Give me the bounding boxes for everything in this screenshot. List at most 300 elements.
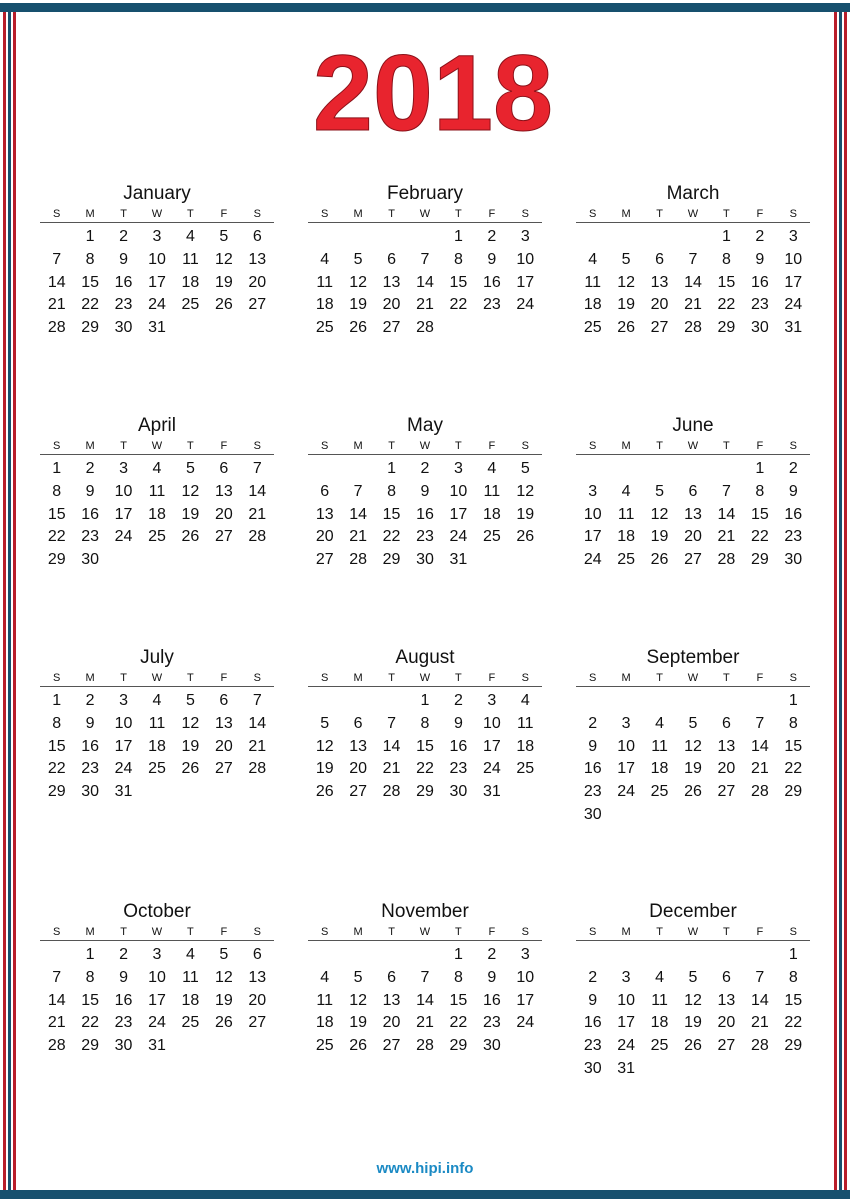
day-cell: 17 (114, 505, 133, 523)
day-cell: 25 (650, 1037, 669, 1055)
day-cell: 12 (650, 505, 669, 523)
day-cell: 15 (81, 273, 100, 291)
header-divider (576, 940, 810, 941)
weekday-header: S (253, 440, 261, 452)
weekday-header: S (589, 208, 597, 220)
day-cell: 25 (181, 296, 200, 314)
day-grid (40, 944, 274, 1058)
day-cell: 5 (219, 946, 229, 963)
day-cell: 9 (453, 714, 463, 732)
day-cell: 29 (47, 551, 66, 569)
day-cell: 2 (119, 946, 129, 963)
day-cell: 28 (47, 1037, 66, 1055)
day-grid (576, 458, 810, 572)
day-cell: 18 (516, 737, 535, 755)
day-cell: 17 (482, 737, 501, 755)
day-cell: 1 (85, 228, 95, 245)
day-cell: 6 (353, 714, 363, 732)
weekday-header-row (40, 670, 274, 686)
day-cell: 27 (382, 319, 401, 337)
month-april (40, 414, 274, 572)
weekday-header: T (187, 926, 194, 938)
weekday-header: T (723, 672, 730, 684)
month-name: April (137, 415, 176, 436)
day-cell: 21 (416, 296, 434, 314)
day-cell: 8 (755, 482, 765, 500)
day-cell: 21 (717, 528, 736, 546)
day-cell: 9 (119, 250, 129, 268)
day-cell: 24 (617, 783, 636, 801)
weekday-header: T (455, 440, 462, 452)
weekday-header: F (488, 672, 496, 684)
day-cell: 28 (684, 319, 702, 337)
day-cell: 22 (449, 1014, 468, 1032)
weekday-header: M (621, 440, 631, 452)
weekday-header: W (687, 672, 699, 684)
day-cell: 18 (315, 296, 334, 314)
day-cell: 16 (750, 273, 769, 291)
weekday-header: F (756, 672, 764, 684)
day-cell: 29 (449, 1037, 468, 1055)
day-cell: 19 (617, 296, 636, 314)
day-cell: 1 (721, 228, 731, 245)
day-cell: 31 (617, 1059, 636, 1077)
weekday-header: S (253, 672, 261, 684)
day-cell: 16 (449, 737, 468, 755)
weekday-header: S (789, 208, 797, 220)
day-cell: 26 (617, 319, 636, 337)
day-cell: 30 (583, 805, 602, 823)
day-cell: 26 (214, 1014, 233, 1032)
weekday-header: T (120, 440, 127, 452)
month-july (40, 646, 274, 804)
day-cell: 23 (449, 760, 468, 778)
day-cell: 27 (684, 551, 702, 569)
day-cell: 5 (688, 714, 698, 732)
day-cell: 26 (315, 783, 334, 801)
day-cell: 4 (588, 250, 598, 268)
day-cell: 22 (382, 528, 401, 546)
day-cell: 13 (717, 991, 736, 1009)
day-cell: 28 (717, 551, 736, 569)
day-cell: 14 (750, 991, 769, 1009)
day-cell: 8 (85, 968, 95, 986)
weekday-header: M (621, 926, 631, 938)
day-cell: 4 (655, 714, 665, 732)
day-grid (576, 226, 810, 340)
weekday-header: T (187, 208, 194, 220)
day-cell: 2 (85, 692, 95, 709)
day-cell: 18 (315, 1014, 334, 1032)
day-cell: 17 (449, 505, 468, 523)
day-cell: 5 (520, 460, 530, 477)
day-cell: 12 (214, 968, 233, 986)
day-cell: 31 (449, 551, 468, 569)
day-cell: 12 (684, 991, 702, 1009)
day-cell: 4 (152, 692, 162, 709)
day-cell: 4 (320, 968, 330, 986)
day-cell: 5 (353, 250, 363, 268)
day-cell: 22 (449, 296, 468, 314)
day-cell: 2 (453, 692, 463, 709)
day-cell: 24 (583, 551, 602, 569)
day-cell: 26 (684, 1037, 702, 1055)
day-cell: 27 (214, 760, 233, 778)
header-divider (308, 940, 542, 941)
day-cell: 30 (449, 783, 468, 801)
day-cell: 13 (349, 737, 368, 755)
day-cell: 10 (784, 250, 803, 268)
day-cell: 26 (684, 783, 702, 801)
day-cell: 5 (185, 692, 195, 709)
day-cell: 1 (788, 692, 798, 709)
header-divider (40, 940, 274, 941)
day-cell: 19 (181, 737, 200, 755)
day-cell: 27 (349, 783, 368, 801)
day-cell: 13 (214, 482, 233, 500)
day-cell: 8 (52, 482, 62, 500)
footer-url[interactable]: www.hipi.info (376, 1160, 474, 1177)
day-cell: 12 (214, 250, 233, 268)
day-cell: 10 (516, 968, 535, 986)
day-cell: 28 (750, 1037, 769, 1055)
day-cell: 14 (717, 505, 736, 523)
day-cell: 3 (621, 968, 631, 986)
day-cell: 2 (119, 228, 129, 245)
day-cell: 18 (148, 505, 166, 523)
day-cell: 18 (181, 273, 200, 291)
day-cell: 14 (416, 991, 434, 1009)
weekday-header: S (589, 440, 597, 452)
day-cell: 2 (487, 946, 497, 963)
weekday-header: M (85, 926, 95, 938)
day-cell: 23 (81, 528, 100, 546)
day-cell: 22 (47, 528, 66, 546)
day-cell: 31 (148, 319, 166, 337)
weekday-header: T (120, 672, 127, 684)
month-name: March (666, 183, 720, 204)
day-cell: 28 (248, 528, 267, 546)
weekday-header: F (488, 208, 496, 220)
day-cell: 2 (755, 228, 765, 245)
day-cell: 30 (583, 1059, 602, 1077)
day-cell: 12 (181, 482, 200, 500)
day-cell: 17 (583, 528, 602, 546)
day-grid (40, 690, 274, 804)
weekday-header: S (53, 440, 61, 452)
day-cell: 15 (47, 505, 66, 523)
day-cell: 27 (650, 319, 669, 337)
day-cell: 27 (248, 1014, 267, 1032)
weekday-header: S (589, 672, 597, 684)
month-september (576, 646, 810, 827)
weekday-header: F (756, 208, 764, 220)
day-cell: 4 (185, 228, 195, 245)
day-cell: 18 (583, 296, 602, 314)
weekday-header: T (120, 208, 127, 220)
day-cell: 23 (482, 296, 501, 314)
weekday-header-row (40, 924, 274, 940)
day-cell: 20 (650, 296, 669, 314)
day-cell: 30 (81, 551, 100, 569)
day-cell: 26 (650, 551, 669, 569)
day-cell: 7 (353, 482, 363, 500)
weekday-header-row (308, 670, 542, 686)
day-cell: 25 (650, 783, 669, 801)
day-cell: 17 (148, 273, 166, 291)
day-cell: 9 (755, 250, 765, 268)
day-cell: 15 (784, 737, 803, 755)
weekday-header: M (353, 440, 363, 452)
day-cell: 20 (315, 528, 334, 546)
month-name: September (646, 647, 740, 668)
day-cell: 3 (520, 946, 530, 963)
weekday-header-row (576, 670, 810, 686)
day-cell: 13 (248, 250, 267, 268)
day-cell: 9 (588, 991, 598, 1009)
day-cell: 11 (316, 991, 334, 1009)
day-cell: 25 (315, 319, 334, 337)
day-cell: 19 (349, 296, 368, 314)
day-cell: 29 (784, 1037, 803, 1055)
day-cell: 9 (85, 482, 95, 500)
day-cell: 27 (382, 1037, 401, 1055)
day-cell: 12 (684, 737, 702, 755)
day-cell: 24 (516, 296, 535, 314)
top-border (0, 3, 850, 12)
weekday-header: S (253, 926, 261, 938)
day-cell: 15 (784, 991, 803, 1009)
day-cell: 28 (349, 551, 368, 569)
month-name: August (395, 647, 455, 668)
weekday-header: W (419, 926, 431, 938)
day-cell: 5 (688, 968, 698, 986)
day-cell: 5 (353, 968, 363, 986)
day-cell: 31 (482, 783, 501, 801)
weekday-header: S (789, 926, 797, 938)
day-cell: 10 (114, 482, 133, 500)
day-cell: 5 (219, 228, 229, 245)
weekday-header: W (151, 208, 163, 220)
day-cell: 9 (588, 737, 598, 755)
day-cell: 21 (382, 760, 401, 778)
weekday-header: F (220, 926, 228, 938)
day-cell: 28 (416, 1037, 434, 1055)
day-cell: 24 (516, 1014, 535, 1032)
day-cell: 30 (114, 1037, 133, 1055)
day-cell: 15 (449, 273, 468, 291)
day-cell: 21 (47, 296, 66, 314)
day-cell: 12 (617, 273, 636, 291)
month-name: February (386, 183, 464, 204)
day-cell: 19 (684, 760, 702, 778)
weekday-header-row (308, 924, 542, 940)
day-cell: 22 (81, 1014, 100, 1032)
day-cell: 28 (382, 783, 401, 801)
day-cell: 20 (684, 528, 702, 546)
day-cell: 9 (85, 714, 95, 732)
day-cell: 14 (684, 273, 702, 291)
day-cell: 14 (248, 482, 267, 500)
day-cell: 15 (81, 991, 100, 1009)
day-cell: 13 (214, 714, 233, 732)
day-cell: 7 (52, 250, 62, 268)
day-cell: 12 (349, 273, 368, 291)
weekday-header: T (388, 208, 395, 220)
day-cell: 23 (114, 1014, 133, 1032)
day-cell: 17 (784, 273, 803, 291)
day-cell: 7 (721, 482, 731, 500)
month-october (40, 900, 274, 1058)
day-cell: 10 (482, 714, 501, 732)
weekday-header: M (353, 208, 363, 220)
day-cell: 22 (784, 760, 803, 778)
day-cell: 11 (584, 273, 602, 291)
weekday-header: S (789, 672, 797, 684)
month-february (308, 182, 542, 340)
day-cell: 22 (784, 1014, 803, 1032)
day-cell: 25 (148, 528, 166, 546)
day-cell: 25 (181, 1014, 200, 1032)
weekday-header: T (723, 926, 730, 938)
day-cell: 15 (717, 273, 736, 291)
day-cell: 22 (81, 296, 100, 314)
day-cell: 16 (114, 273, 133, 291)
day-cell: 13 (248, 968, 267, 986)
day-cell: 5 (655, 482, 665, 500)
day-cell: 24 (114, 528, 133, 546)
day-cell: 14 (349, 505, 368, 523)
day-cell: 30 (482, 1037, 501, 1055)
header-divider (308, 686, 542, 687)
weekday-header: F (220, 208, 228, 220)
day-cell: 24 (148, 296, 166, 314)
day-cell: 16 (784, 505, 803, 523)
day-cell: 11 (148, 714, 166, 732)
day-cell: 3 (621, 714, 631, 732)
day-cell: 21 (684, 296, 702, 314)
weekday-header: S (521, 440, 529, 452)
day-cell: 11 (651, 737, 668, 755)
day-cell: 10 (148, 968, 166, 986)
day-cell: 8 (52, 714, 62, 732)
day-cell: 14 (382, 737, 401, 755)
weekday-header: T (187, 672, 194, 684)
day-cell: 13 (382, 273, 401, 291)
day-cell: 13 (382, 991, 401, 1009)
weekday-header: W (419, 208, 431, 220)
day-cell: 21 (47, 1014, 66, 1032)
day-cell: 1 (420, 692, 430, 709)
day-cell: 10 (516, 250, 535, 268)
day-cell: 19 (214, 991, 233, 1009)
weekday-header: T (388, 672, 395, 684)
header-divider (308, 454, 542, 455)
day-cell: 21 (750, 760, 769, 778)
day-cell: 20 (717, 1014, 736, 1032)
day-cell: 19 (315, 760, 334, 778)
day-cell: 3 (520, 228, 530, 245)
weekday-header-row (40, 206, 274, 222)
weekday-header: W (419, 440, 431, 452)
day-grid (308, 690, 542, 804)
day-cell: 7 (755, 968, 765, 986)
day-cell: 5 (320, 714, 330, 732)
day-cell: 17 (114, 737, 133, 755)
day-cell: 20 (349, 760, 368, 778)
day-grid (40, 226, 274, 340)
day-cell: 17 (617, 760, 636, 778)
weekday-header: T (455, 672, 462, 684)
day-cell: 3 (487, 692, 497, 709)
day-cell: 3 (119, 460, 129, 477)
day-cell: 16 (416, 505, 434, 523)
day-cell: 14 (416, 273, 434, 291)
day-cell: 3 (119, 692, 129, 709)
day-cell: 29 (47, 783, 66, 801)
day-cell: 8 (788, 968, 798, 986)
weekday-header: S (321, 208, 329, 220)
bottom-border (0, 1190, 850, 1199)
day-cell: 3 (152, 946, 162, 963)
day-cell: 20 (248, 273, 267, 291)
weekday-header: W (419, 672, 431, 684)
weekday-header: S (321, 672, 329, 684)
day-cell: 15 (750, 505, 769, 523)
day-cell: 11 (651, 991, 668, 1009)
weekday-header: W (687, 926, 699, 938)
day-cell: 21 (416, 1014, 434, 1032)
day-cell: 10 (449, 482, 468, 500)
day-cell: 20 (214, 505, 233, 523)
day-cell: 10 (583, 505, 602, 523)
day-cell: 6 (387, 968, 397, 986)
header-divider (576, 454, 810, 455)
day-cell: 23 (583, 783, 602, 801)
day-cell: 20 (382, 1014, 401, 1032)
weekday-header: S (53, 208, 61, 220)
weekday-header: S (521, 208, 529, 220)
day-cell: 31 (148, 1037, 166, 1055)
month-name: November (381, 901, 469, 922)
day-cell: 2 (420, 460, 430, 477)
weekday-header-row (576, 438, 810, 454)
day-cell: 27 (248, 296, 267, 314)
left-border-stripe (13, 12, 16, 1190)
day-cell: 4 (520, 692, 530, 709)
weekday-header: W (687, 208, 699, 220)
month-name: January (123, 183, 191, 204)
day-cell: 31 (784, 319, 803, 337)
weekday-header: S (53, 926, 61, 938)
day-cell: 26 (349, 319, 368, 337)
day-cell: 15 (449, 991, 468, 1009)
weekday-header: T (723, 440, 730, 452)
day-cell: 7 (252, 692, 262, 709)
day-cell: 7 (387, 714, 397, 732)
day-cell: 11 (182, 968, 199, 986)
day-cell: 18 (617, 528, 636, 546)
month-january (40, 182, 274, 340)
day-cell: 11 (182, 250, 199, 268)
day-cell: 25 (315, 1037, 334, 1055)
day-cell: 11 (617, 505, 635, 523)
day-cell: 16 (583, 1014, 602, 1032)
day-cell: 17 (617, 1014, 636, 1032)
day-cell: 24 (784, 296, 803, 314)
day-cell: 14 (248, 714, 267, 732)
day-cell: 29 (784, 783, 803, 801)
